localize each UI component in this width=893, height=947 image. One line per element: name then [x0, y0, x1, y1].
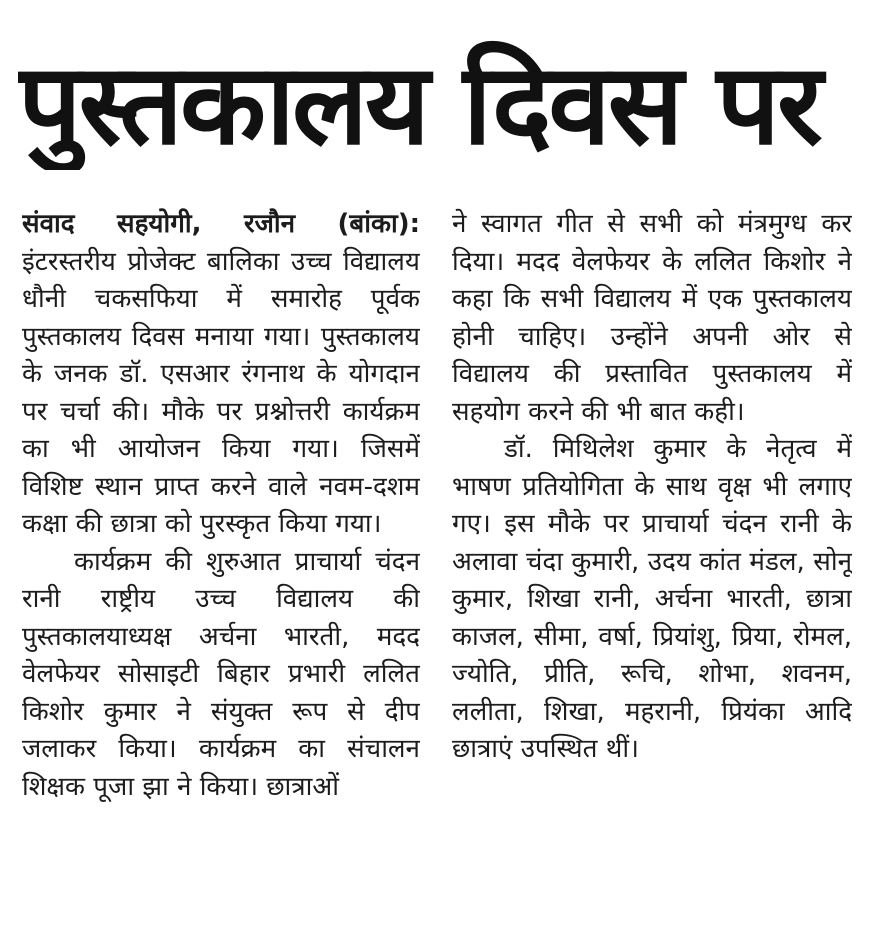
dateline: संवाद सहयोगी, रजौन (बांका): [22, 209, 420, 239]
article-column-right [452, 206, 852, 936]
article-paragraph: कार्यक्रम की शुरुआत प्राचार्या चंदन रानी राष्ट्रीय उच्च विद्यालय की पुस्तकालयाध्यक्ष अर्चना भारती, मदद वेलफेयर सोसाइटी बिहार प्रभारी ललित किशोर कुमार ने संयुक्त रूप से दीप जलाकर किया। कार्यक्रम का संचालन शिक्षक पूजा झा ने किया। छात्राओं [22, 546, 420, 802]
article-paragraph-intro [22, 206, 420, 544]
article-paragraph: डॉ. मिथिलेश कुमार के नेतृत्व में भाषण प्रतियोगिता के साथ वृक्ष भी लगाए गए। इस मौके पर प्राचार्या चंदन रानी के अलावा चंदा कुमारी, उदय कांत मंडल, सोनू कुमार, शिखा रानी, अर्चना भारती, छात्रा काजल, सीमा, वर्षा, प्रियांशु, प्रिया, रोमल, ज्योति, प्रीति, रूचि, शोभा, शवनम, ललीता, शिखा, महरानी, प्रियंका आदि छात्राएं उपस्थित थीं। [452, 434, 852, 764]
headline: पुस्तकालय दिवस पर [18, 40, 820, 170]
article-column-left [22, 206, 420, 936]
paragraph-text: इंटरस्तरीय प्रोजेक्ट बालिका उच्च विद्यालय धौनी चकसफिया में समारोह पूर्वक पुस्तकालय दिवस मनाया गया। पुस्तकालय के जनक डॉ. एसआर रंगनाथ के योगदान पर चर्चा की। मौके पर प्रश्नोत्तरी कार्यक्रम का भी आयोजन किया गया। जिसमें विशिष्ट स्थान प्राप्त करने वाले नवम-दशम कक्षा की छात्रा को पुरस्कृत किया गया। [22, 246, 420, 539]
article-paragraph: ने स्वागत गीत से सभी को मंत्रमुग्ध कर दिया। मदद वेलफेयर के ललित किशोर ने कहा कि सभी विद्यालय में एक पुस्तकालय होनी चाहिए। उन्होंने अपनी ओर से विद्यालय की प्रस्तावित पुस्तकालय में सहयोग करने की भी बात कही। [452, 209, 852, 427]
